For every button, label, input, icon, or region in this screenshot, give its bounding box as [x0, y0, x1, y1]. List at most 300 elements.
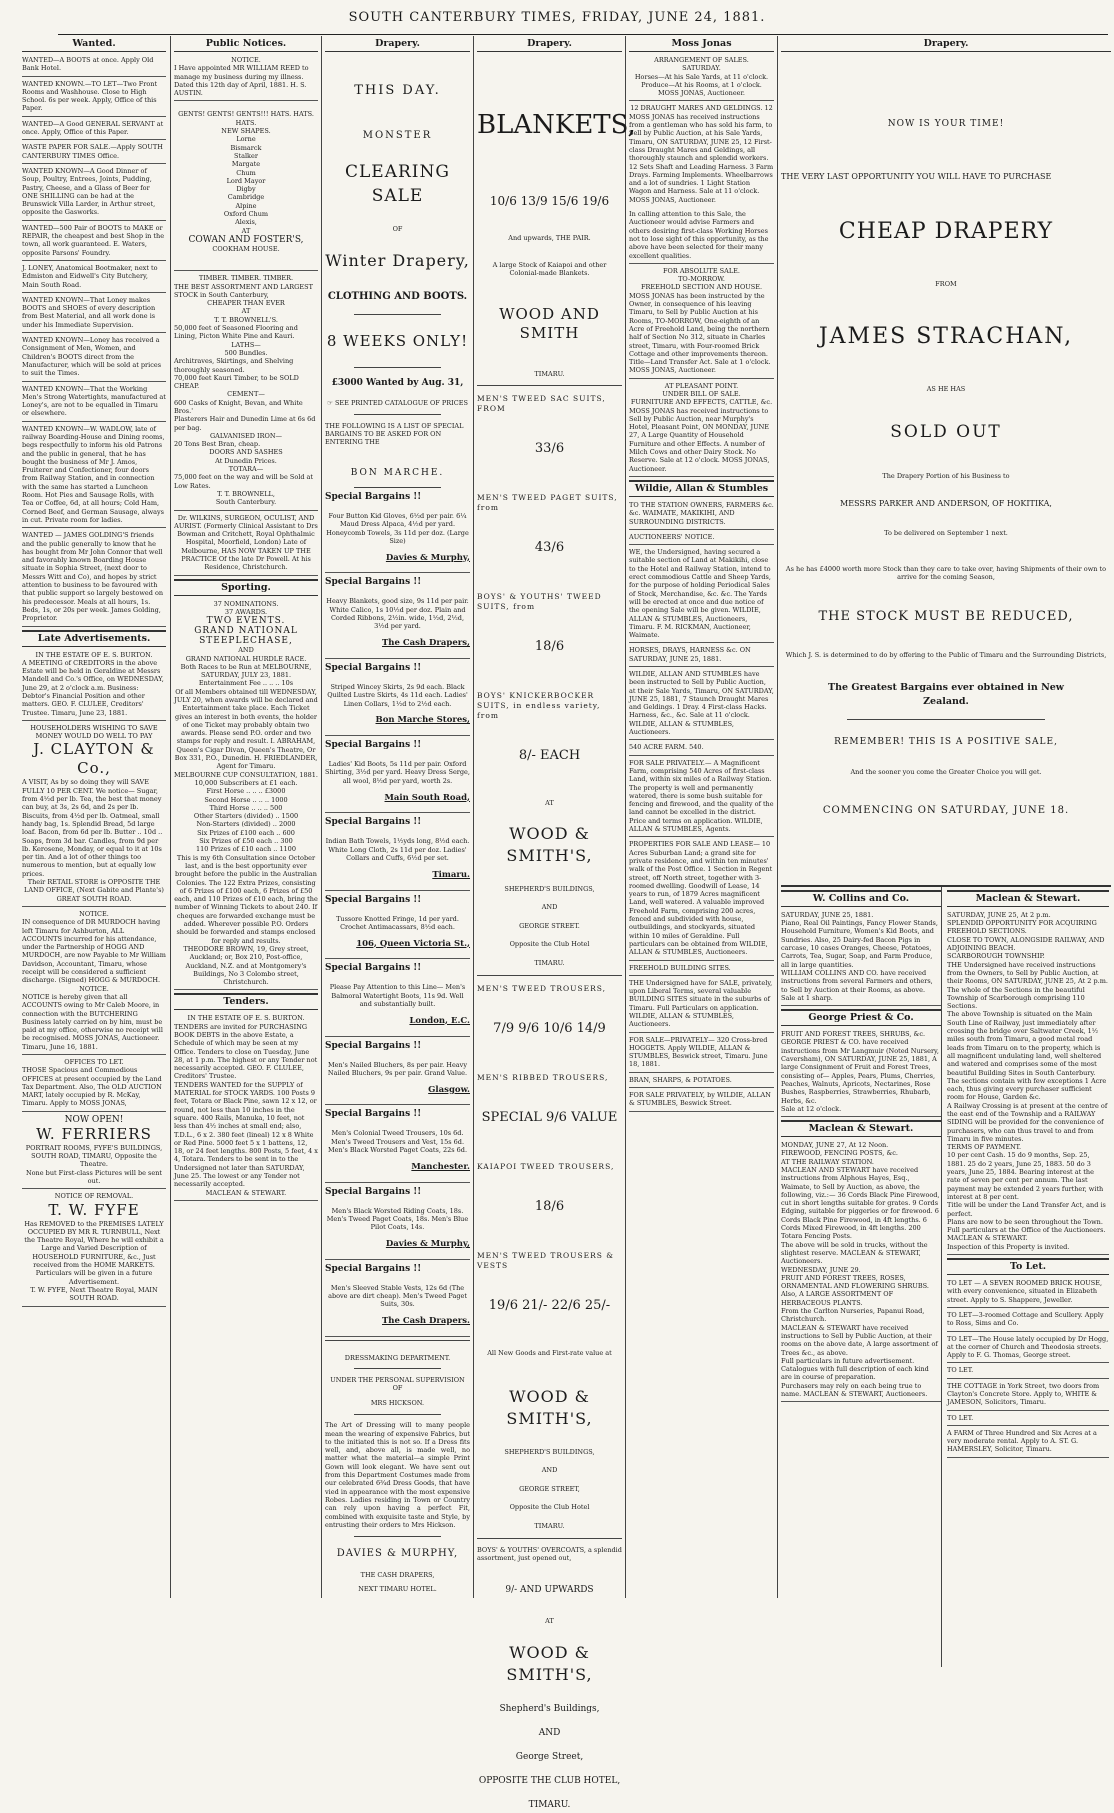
timber-line: 20 Tons Best Bran, cheap.: [174, 440, 261, 449]
kaiapoi-note: A large Stock of Kaiapoi and other Colonial-made Blankets.: [492, 260, 607, 278]
priest-line: Sale at 12 o'clock.: [781, 1104, 842, 1113]
notice-title: NOTICE.: [231, 56, 261, 64]
bargain-title: Special Bargains !!: [325, 1109, 422, 1120]
wanted-ad: WANTED—500 Pair of BOOTS to MAKE or REPAIR, the cheapest and best Shop in the town, all work guaranteed. E. Waters, opposite Parsons' Foundry.: [22, 223, 165, 257]
bargain-text: Men's Sleeved Stable Vests, 12s 6d (The above are dirt cheap). Men's Tweed Paget Suits, 30s.: [328, 1283, 467, 1309]
timaru: TIMARU.: [534, 370, 565, 379]
column-moss-jonas: [629, 38, 774, 1596]
wood-smith-name: WOOD & SMITH'S,: [506, 1386, 593, 1428]
address-line: Opposite the Club Hotel: [509, 1503, 590, 1512]
bargain-signature: Davies & Murphy,: [385, 1239, 470, 1250]
spacer: [477, 619, 622, 625]
draught-note: In calling attention to this Sale, the Auctioneer would advise Farmers and others desiring first-class Working Horses not to lose sight of this opportunity, as the above have been selected for their many excellent qualities.: [629, 210, 769, 260]
column-rule: [321, 36, 322, 1598]
collins-line: SATURDAY, JUNE 25, 1881.: [781, 910, 874, 919]
wanted-ad: WANTED KNOWN—W. WADLOW, late of railway Boarding-House and Dining rooms, begs respectfully to inform his old Patrons and the public in general, that he has bought the business of Mr J. Amos, Fruiterer and Confectioner, four doors from Railway Station, and in connection with the same has started a Luncheon Room. Hot Pies and Sausage Rolls, with Tea or Coffee, 6d, at all hours; Cold Ham, Corned Beef, and German Sausage, always in cut. Private room for ladies.: [22, 424, 165, 524]
bargain-title: Special Bargains !!: [325, 1040, 422, 1051]
wanted-ad: WANTED KNOWN—That Loney makes BOOTS and SHOES of every description from Best Material, and all work done is under his Immediate Supervision.: [22, 295, 156, 329]
ad-title: NOTICE OF REMOVAL.: [54, 1192, 134, 1201]
wildie-ad: WE, the Undersigned, having secured a suitable section of Land at Makikihi, close to the Hotel and Railway Station, intend to erect commodious Cattle and Sheep Yards, for the purpose of holding Periodical Sales of Stock, Merchandise, &c. &c. The Yards will be erected at once and due notice of the opening Sale will be given. WILDIE, ALLAN & STUMBLES, Auctioneers, Timaru. F. M. RICKMAN, Auctioneer, Waimate.: [629, 548, 771, 640]
bargain-title: Special Bargains !!: [325, 662, 422, 673]
ad-text: NOTICE is hereby given that all ACCOUNTS owing to Mr Caleb Moore, in connection with the BUTCHERING Business lately carried on by him, must be paid at my office, otherwise no receipt will be recognised. MOSS JONAS, Auctioneer. Timaru, June 16, 1881.: [22, 992, 163, 1051]
item-title: MEN'S RIBBED TROUSERS,: [477, 1072, 609, 1082]
ad-text: T. W. FYFE, Next Theatre Royal, MAIN SOUTH ROAD.: [30, 1285, 158, 1303]
column-drapery-wood-smith: [477, 38, 636, 1810]
drapery-portion: The Drapery Portion of his Business to: [882, 471, 1010, 480]
stock-reduced: THE STOCK MUST BE REDUCED,: [818, 608, 1074, 624]
maclean-line: MONDAY, JUNE 27, At 12 Noon.: [781, 1141, 889, 1150]
maclean-line: Catalogues with full description of each kind are in course of preparation.: [781, 1365, 929, 1382]
item-title: BOYS' KNICKERBOCKER SUITS, in endless variety, from: [477, 690, 601, 720]
timber-line: CEMENT—: [227, 390, 265, 399]
maclean-line: WEDNESDAY, JUNE 29.: [781, 1265, 861, 1274]
address-line: TIMARU.: [528, 1799, 571, 1810]
sporting-line: TWO EVENTS.: [206, 616, 286, 627]
hats-at: AT: [241, 226, 251, 235]
column-public-notices: [174, 38, 318, 1596]
item-price: 7/9 9/6 10/6 14/9: [493, 1021, 606, 1037]
bargain-title: Special Bargains !!: [325, 577, 422, 588]
bargain-text: Please Pay Attention to this Line— Men's Balmoral Watertight Boots, 11s 9d. Well and substantially built.: [329, 983, 466, 1008]
spacer: [477, 669, 622, 683]
section-header-tenders: Tenders.: [174, 993, 318, 1010]
maclean-line: FIREWOOD, FENCING POSTS, &c.: [781, 1149, 898, 1158]
bargain-title: Special Bargains !!: [325, 1186, 422, 1197]
hat-style: Chum: [236, 168, 256, 177]
blanket-upwards: And upwards, THE PAIR.: [508, 233, 591, 242]
sporting-line: MELBOURNE CUP CONSULTATION, 1881.: [174, 770, 318, 779]
blankets: BLANKETS,: [477, 110, 636, 140]
ad-text: A VISIT, As by so doing they will SAVE FULLY 10 PER CENT. We notice— Sugar, from 4½d per lb. Tea, the best that money can buy, at 3s, 2s 6d, and 2s per lb. Biscuits, from 4½d per lb. Oatmeal, small handy bag, 1s. Splendid Bread, 5d large loaf. Bacon, from 6d per lb. Butter .. 10d .. Soaps, from 3d bar. Candles, from 9d per lb. Kerosene, Monday, or equal to it at 10s per tin. And a lot of other things too numerous to mention, but at equally low prices.: [22, 778, 163, 878]
bargain-block: [325, 740, 470, 813]
maclean2-line: Inspection of this Property is invited.: [947, 1242, 1070, 1251]
timber-line: TOTARA—: [228, 465, 264, 474]
wanted-ad: WANTED—A BOOTS at once. Apply Old Bank Hotel.: [22, 56, 154, 73]
wanted-ad: WANTED KNOWN.—TO LET—Two Front Rooms and Washhouse. Close to High School. 6s per week. Apply, Office of this Paper.: [22, 79, 158, 113]
bargain-signature: Bon Marche Stores,: [375, 715, 470, 726]
hats-house: COOKHAM HOUSE.: [212, 244, 280, 253]
sporting-line: THEODORE BROWN, 19, Grey street, Auckland; or, Box 210, Post-office, Auckland, N.Z. and at Montgomery's Buildings, No 3 Colombo street, Christchurch.: [183, 944, 309, 987]
dressmaking-title: DRESSMAKING DEPARTMENT.: [344, 1353, 451, 1362]
section-header-moss-jonas: Moss Jonas: [629, 38, 774, 52]
footer-firm: DAVIES & MURPHY,: [336, 1547, 459, 1559]
hats-firm: COWAN AND FOSTER'S,: [188, 234, 304, 245]
maclean2-line: Plans are now to be seen throughout the Town. Full particulars at the Office of the Auctioneers. MACLEAN & STEWART.: [947, 1217, 1106, 1243]
section-header-collins: W. Collins and Co.: [781, 890, 941, 907]
sporting-line: GRAND NATIONAL HURDLE RACE.: [185, 654, 307, 663]
wanted-ad: WANTED KNOWN—A Good Dinner of Soup, Poultry, Entrees, Joints, Pudding, Pastry, Cheese, and a Glass of Beer for ONE SHILLING can be had at the Brunswick Villa Larder, in Arthur street, opposite the Gasworks.: [22, 166, 156, 217]
address-line: TIMARU.: [534, 958, 565, 967]
address-line: SHEPHERD'S BUILDINGS,: [504, 1447, 595, 1456]
section-header-maclean-2: Maclean & Stewart.: [947, 890, 1109, 907]
section-header-late-advertisements: Late Advertisements.: [22, 630, 166, 647]
as-he-has: AS HE HAS: [926, 385, 966, 394]
wildie-ad: WILDIE, ALLAN AND STUMBLES have been instructed to Sell by Public Auction, at their Sale Yards, Timaru, ON SATURDAY, JUNE 25, 1881, 7 Staunch Draught Mares and Geldings. 1 Dray. 4 First-class Hacks. Harness, &c., &c. Sale at 11 o'clock. WILDIE, ALLAN & STUMBLES, Auctioneers.: [629, 670, 774, 737]
bargain-block: [325, 577, 470, 658]
item-price: 19/6 21/- 22/6 25/-: [488, 1298, 611, 1314]
section-header-maclean: Maclean & Stewart.: [781, 1120, 941, 1137]
masthead: SOUTH CANTERBURY TIMES, FRIDAY, JUNE 24, 1881.: [348, 10, 766, 25]
winter-drapery: Winter Drapery,: [325, 251, 470, 271]
item-title: KAIAPOI TWEED TROUSERS,: [477, 1161, 615, 1171]
column-wanted: [22, 38, 166, 1596]
hat-style: Lord Mayor: [226, 176, 266, 185]
pleasant-line: FURNITURE AND EFFECTS, CATTLE, &c.: [630, 398, 773, 407]
spacer: [477, 1051, 622, 1065]
ad-text: None but First-class Pictures will be sent out.: [25, 1168, 163, 1185]
bargain-text: Heavy Blankets, good size, 9s 11d per pair. White Calico, 1s 10½d per doz. Plain and Corded Ribbons, 2½in. wide, 1½d, 2½d, 3½d per yard.: [326, 597, 469, 631]
timber-line: 500 Bundles.: [224, 348, 268, 357]
clearing-sale: CLEARING SALE: [345, 162, 450, 206]
dressmaking-name: MRS HICKSON.: [370, 1398, 425, 1407]
freehold-line: FOR ABSOLUTE SALE.: [663, 266, 740, 275]
creditors-meeting: A MEETING of CREDITORS in the above Estate will be held in Geraldine at Messrs Mandell and Co.'s Office, on WEDNESDAY, June 29, at 2 o'clock a.m. Business: Debtor's Financial Position and other matters. GEO. F. CLULEE, Creditors' Trustee. Timaru, June 23, 1881.: [22, 658, 164, 717]
delivered: To be delivered on September 1 next.: [884, 529, 1008, 538]
bargain-block: [325, 492, 470, 573]
spacer: [477, 570, 622, 584]
timber-line: 70,000 feet Kauri Timber, to be SOLD CHEAP.: [174, 373, 299, 391]
item-price: 33/6: [534, 441, 565, 457]
address-line: AND: [541, 1466, 558, 1475]
bargain-text: Men's Black Worsted Riding Coats, 18s. Men's Tweed Paget Coats, 18s. Men's Blue Pilot Coats, 14s.: [326, 1206, 469, 1232]
to-let-ad: TO LET—3-roomed Cottage and Scullery. Apply to Ross, Sims and Co.: [947, 1310, 1104, 1328]
maclean2-line: Title will be under the Land Transfer Act, and is perfect.: [947, 1201, 1106, 1218]
item-title: MEN'S TWEED PAGET SUITS, from: [477, 492, 618, 512]
arrangement-line: SATURDAY.: [682, 64, 721, 73]
spacer: [477, 1328, 622, 1342]
collins-line: WILLIAM COLLINS AND CO. have received instructions from several Farmers and others, to Sell by Auction at their Rooms, as above.: [781, 968, 933, 994]
dressmaking-text: The Art of Dressing will to many people mean the wearing of expensive Fabrics, but to the initiated this is not so. If a Dress fits well, and, above all, is made well, no matter what the material—a simple Print Gown will look elegant. We have sent out from this Department Costumes made from our celebrated 6¾d Dress Goods, that have vied in appearance with the most expensive Robes. Ladies residing in Town or Country can rely upon having a perfect Fit, combined with exquisite taste and Style, by entrusting their orders to Mrs Hickson.: [325, 1421, 470, 1529]
ad-text: Particulars will be given in a future Advertisement.: [35, 1269, 153, 1286]
catalogue: ☞ SEE PRINTED CATALOGUE OF PRICES: [327, 399, 468, 408]
timber-line: At Dunedin Prices.: [215, 456, 277, 465]
wildie-ad: TO THE STATION OWNERS, FARMERS &c. &c. WAIMATE, MAKIKIHI, AND SURROUNDING DISTRICTS.: [629, 500, 774, 526]
item-price: 18/6: [534, 1199, 565, 1215]
maclean-line: AT THE RAILWAY STATION.: [781, 1157, 874, 1166]
ad-display: J. CLAYTON & Co.,: [33, 740, 155, 778]
bargain-block: [325, 1109, 470, 1182]
maclean-line: MACLEAN & STEWART have received instructions to Sell by Public Auction, at their rooms on the above date, A large assortment of Trees &c., as above.: [781, 1323, 938, 1357]
pleasant-line: UNDER BILL OF SALE.: [662, 389, 741, 398]
blanket-prices: 10/6 13/9 15/6 19/6: [489, 194, 610, 208]
to-let-ad: A FARM of Three Hundred and Six Acres at a very moderate rental. Apply to A. ST. G. HAMERSLEY, Solicitor, Timaru.: [947, 1428, 1097, 1454]
address-line: Opposite the Club Hotel: [509, 940, 590, 949]
bargain-text: Ladies' Kid Boots, 5s 11d per pair. Oxford Shirting, 3½d per yard. Heavy Dress Serge, all wool, 8½d per yard, worth 2s.: [325, 760, 470, 785]
maclean-line: Full particulars in future advertisement.: [781, 1356, 915, 1365]
section-header-to-let: To Let.: [947, 1258, 1109, 1275]
item-price: 18/6: [534, 639, 565, 655]
to-let-ad: TO LET.: [947, 1413, 974, 1422]
to-let-ad: TO LET—The House lately occupied by Dr Hogg, at the corner of Church and Theodosia streets. Apply to F. G. Thomas, George street.: [947, 1334, 1109, 1360]
timber-line: 75,000 feet on the way and will be Sold at Low Rates.: [174, 473, 314, 490]
wanted-ad: WANTED KNOWN—Loney has received a Consignment of Men, Women, and Children's BOOTS direct from the Manufacturer, which will be sold at prices to suit the Times.: [22, 336, 162, 378]
draught-text: MOSS JONAS has received instructions from a gentleman who has sold his farm, to Sell by Public Auction, at his Sale Yards, Timaru, ON SATURDAY, JUNE 25, 12 First-class Draught Mares and Geldings, all thoroughly staunch and splendid workers. 12 Sets Shaft and Leading Harness. 3 Farm Drays. Farming Implements. Wheelbarrows and a lot of sundries. 1 Light Station Wagon and Harness. Sale at 11 o'clock. MOSS JONAS, Auctioneer.: [629, 112, 774, 204]
at: AT: [545, 1617, 554, 1626]
timber-line: 600 Casks of Knight, Bevan, and White Bros.': [174, 398, 303, 415]
column-rule: [777, 36, 778, 1598]
ad-display: W. FERRIERS: [36, 1124, 152, 1143]
remember: REMEMBER! THIS IS A POSITIVE SALE,: [834, 736, 1058, 747]
arrangement-line: Produce—At his Rooms, at 1 o'clock.: [641, 80, 762, 89]
bargain-block: [325, 895, 470, 960]
arrangement-line: Horses—At his Sale Yards, at 11 o'clock.: [634, 72, 769, 81]
hat-style: Alexis,: [235, 218, 257, 227]
bargain-block: [325, 1187, 470, 1260]
maclean2-line: The above Township is situated on the Main South Line of Railway, just immediately after crossing the bridge over Saltwater Creek, 1½ miles south from Timaru, a good metal road leads from Timaru on to the property, which is all magnificent undulating land, well sheltered and watered and comprises some of the most beautiful Building Sites in South Canterbury. The sections contain with few exceptions 1 Acre each, thus giving every purchaser sufficient room for House, Garden &c.: [947, 1010, 1107, 1102]
spacer: [477, 778, 622, 792]
bargains-intro: THE FOLLOWING IS A LIST OF SPECIAL BARGAINS TO BE ASKED FOR ON ENTERING THE: [325, 421, 464, 447]
bargain-block: [325, 1264, 470, 1337]
sporting-line: Six Prizes of £50 each .. 300: [199, 837, 293, 846]
james-strachan: JAMES STRACHAN,: [818, 323, 1074, 349]
bargain-text: Men's Nailed Bluchers, 8s per pair. Heavy Nailed Bluchers, 9s per pair. Grand Value.: [327, 1060, 468, 1077]
tender-signature: MACLEAN & STEWART.: [205, 1188, 287, 1197]
sporting-line: 10,000 Subscribers at £1 each.: [194, 778, 298, 787]
commencing: COMMENCING ON SATURDAY, JUNE 18.: [822, 804, 1070, 816]
masthead-rule: [58, 34, 1108, 35]
sporting-line: GRAND NATIONAL STEEPLECHASE,: [194, 626, 298, 647]
arrangement-line: ARRANGEMENT OF SALES.: [654, 56, 749, 64]
address-line: AND: [541, 903, 558, 912]
arrangement-line: MOSS JONAS, Auctioneer.: [658, 89, 745, 98]
freehold-line: TO-MORROW.: [678, 275, 725, 284]
determined: Which J. S. is determined to do by offering to the Public of Timaru and the Surrounding Districts,: [785, 651, 1107, 660]
pleasant-text: MOSS JONAS has received instructions to Sell by Public Auction, near Murphy's Hotel, Pleasant Point, ON MONDAY, JUNE 27, A Large Quantity of Household Furniture and other Effects. A number of Milch Cows and other Dairy Stock. No Reserve. Sale at 12 o'clock. MOSS JONAS, Auctioneer.: [629, 406, 770, 473]
bargain-title: Special Bargains !!: [325, 963, 422, 974]
from: FROM: [935, 280, 957, 289]
wanted-by-aug: £3000 Wanted by Aug. 31,: [331, 378, 464, 389]
address-line: GEORGE STREET,: [519, 1484, 580, 1493]
notice-text: I Have appointed MR WILLIAM REED to manage my business during my illness. Dated this 12th day of April, 1881. H. S. AUSTIN.: [174, 64, 309, 98]
hat-style: Lorne: [236, 135, 256, 144]
maclean2-line: A Railway Crossing is at present at the centre of the east end of the Township and a RAILWAY SIDING will be provided for the convenience of purchasers, who can thus travel to and from Timaru in five minutes.: [947, 1101, 1108, 1143]
collins-line: Piano, Real Oil Paintings, Fancy Flower Stands, Household Furniture, Women's Kid Boots, and Sundries. Also, 25 Dairy-fed Bacon Pigs in carcase, 10 cases Oranges, Cheese, Potatoes, Carrots, Tea, Sugar, Soap, and Farm Produce, all in large quantities.: [781, 919, 938, 969]
section-header-drapery: Drapery.: [477, 38, 622, 52]
this-day: THIS DAY.: [354, 83, 441, 98]
overcoats-price: 9/- AND UPWARDS: [505, 1584, 594, 1595]
wildie-ad: BRAN, SHARPS, & POTATOES.: [629, 1075, 732, 1084]
to-let-ad: TO LET — A SEVEN ROOMED BRICK HOUSE, with every convenience, situated in Elizabeth street. Apply to S. Shappere, Jeweller.: [947, 1279, 1103, 1304]
bargain-title: Special Bargains !!: [325, 1263, 422, 1274]
maclean-line: MACLEAN AND STEWART have received instructions from Alphous Hayes, Esq., Waimate, to Sell by Auction, as above, the following, viz.:— 36 Cords Black Pine Firewood, cut in short lengths suitable for grates. 9 Cords Edging, suitable for piggeries or for firewood. 6 Cords Black Pine Firewood, in 4ft lengths. 6 Cords Mixed Firewood, in 4ft lengths. 200 Totara Fencing Posts.: [781, 1165, 940, 1241]
wildie-ad: FREEHOLD BUILDING SITES.: [629, 963, 731, 972]
wildie-ad: HORSES, DRAYS, HARNESS &c. ON SATURDAY, JUNE 25, 1881.: [629, 646, 751, 663]
monster: MONSTER: [362, 130, 433, 141]
wildie-ad: FOR SALE PRIVATELY.— A Magnificent Farm, comprising 540 Acres of first-class Land, within six miles of a Railway Station. The property is well and permanently watered, there is some bush suitable for fencing and firewood, and the quality of the land cannot be excelled in the district. Price and terms on application. WILDIE, ALLAN & STUMBLES, Agents.: [629, 758, 774, 834]
bargain-block: [325, 963, 470, 1036]
wildie-ad: FOR SALE PRIVATELY, by WILDIE, ALLAN & STUMBLES, Beswick Street.: [629, 1091, 771, 1108]
item-title: MEN'S TWEED TROUSERS,: [477, 983, 606, 993]
sporting-line: 37 AWARDS.: [224, 607, 268, 616]
ad-display: T. W. FYFE: [48, 1200, 140, 1219]
wood-smith-name: WOOD & SMITH'S,: [506, 823, 593, 865]
sporting-line: First Horse .. .. .. £3000: [206, 787, 286, 796]
at: AT: [545, 798, 554, 807]
ad-title: NOTICE.: [79, 909, 109, 918]
greater-choice: And the sooner you come the Greater Choice you will get.: [850, 767, 1042, 776]
greatest-bargains: The Greatest Bargains ever obtained in New Zealand.: [828, 682, 1064, 708]
ad-title: NOW OPEN!: [64, 1114, 124, 1125]
spacer: [477, 728, 622, 734]
stock-worth: As he has £4000 worth more Stock than they care to take over, having Shipments of their own to arrive for the coming Season,: [785, 564, 1107, 581]
maclean-line: Purchasers may rely on each being true to name. MACLEAN & STEWART, Auctioneers.: [781, 1381, 928, 1398]
wildie-ad: PROPERTIES FOR SALE AND LEASE— 10 Acres Suburban Land; a grand site for private residence, and within ten minutes' walk of the Post Office. 1 Section in Regent street, off North street, together with 3-roomed dwelling. Goodwill of Lease, 14 years to run, of 1879 Acres magnificent Land, well watered. A valuable improved Freehold Farm, comprising 200 acres, fenced and subdivided with house, outbuildings, and stockyards, situated within 10 miles of Geraldine. Full particulars can be obtained from WILDIE, ALLAN & STUMBLES, Auctioneers.: [629, 840, 773, 957]
footer-tag: THE CASH DRAPERS,: [360, 1570, 435, 1579]
maclean-line: From the Carlton Nurseries, Papanui Road, Christchurch.: [781, 1307, 925, 1324]
maclean2-line: TERMS OF PAYMENT.: [947, 1143, 1022, 1152]
section-header-priest: George Priest & Co.: [781, 1009, 941, 1026]
wood-smith-name: WOOD & SMITH'S,: [506, 1642, 593, 1684]
wildie-ad: 540 ACRE FARM. 540.: [629, 743, 704, 752]
wanted-ad: WANTED—A Good GENERAL SERVANT at once. Apply, Office of this Paper.: [22, 119, 164, 137]
bargain-block: [325, 1041, 470, 1106]
footer-address: NEXT TIMARU HOTEL.: [358, 1585, 437, 1594]
sporting-line: Non-Starters (divided) .. 2000: [196, 820, 296, 829]
bargain-block: [325, 817, 470, 890]
sporting-line: Third Horse .. .. .. 500: [209, 803, 283, 812]
bargain-text: Tussore Knotted Fringe, 1d per yard. Crochet Antimacassars, 8½d each.: [336, 914, 459, 931]
maclean2-line: SCARBOROUGH TOWNSHIP.: [947, 952, 1045, 961]
timber-line: Plasterers Hair and Dunedin Lime at 6s 6d per bag.: [174, 415, 316, 432]
sporting-line: This is my 6th Consultation since October last, and is the best opportunity ever brought before the public in the Australian Colonies. The 122 Extra Prizes, consisting of 6 Prizes of £100 each, 6 Prizes of £50 each, and 110 Prizes of £10 each, bring the number of Winning Tickets to about 240. If cheques are forwarded exchange must be added. Wherever possible P.O. Orders should be forwarded and stamps enclosed for reply and results.: [174, 853, 318, 945]
ad-text: IN consequence of DR MURDOCH having left Timaru for Ashburton, ALL ACCOUNTS incurred for his attendance, under the Partnership of HOGG AND MURDOCH, are now Payable to Mr William Davidson, Accountant, Timaru, whose receipt will be considered a sufficient discharge. (Signed) HOGG & MURDOCH.: [22, 918, 166, 985]
address-line: GEORGE STREET.: [519, 921, 580, 930]
timber-line: DOORS AND SASHES: [209, 448, 283, 457]
hat-style: Alpine: [235, 201, 257, 210]
bargain-text: Four Button Kid Gloves, 6½d per pair. 6¼ Maud Dress Alpaca, 4½d per yard. Honeycomb Towels, 3s 11d per doz. (Large Size): [326, 511, 469, 545]
sporting-line: Second Horse .. .. .. 1000: [204, 795, 288, 804]
wilkins-ad: Dr. WILKINS, SURGEON, OCULIST, AND AURIST. (Formerly Clinical Assistant to Drs Bowman and Critchett, Royal Ophthalmic Hospital, Moorfield, London) Late of Melbourne, HAS NOW TAKEN UP THE PRACTICE Of the late Dr Powell. At his Residence, Christchurch.: [174, 513, 318, 572]
bargain-signature: Main South Road,: [384, 792, 470, 803]
sporting-line: Entertainment Fee .. .. .. 10s: [198, 679, 294, 688]
estate-heading: IN THE ESTATE OF E. S. BURTON.: [35, 650, 153, 659]
section-header-public-notices: Public Notices.: [174, 38, 318, 52]
sporting-line: Both Races to be Run at MELBOURNE, SATURDAY, JULY 23, 1881.: [180, 662, 312, 680]
address-line: SHEPHERD'S BUILDINGS,: [504, 884, 595, 893]
hat-style: Cambridge: [227, 193, 265, 202]
weeks-only: 8 WEEKS ONLY!: [326, 332, 469, 351]
section-header-wildie: Wildie, Allan & Stumbles: [629, 480, 774, 497]
wood-smith-name: WOOD AND SMITH: [499, 304, 600, 342]
wanted-ad: WASTE PAPER FOR SALE.—Apply SOUTH CANTERBURY TIMES Office.: [22, 143, 163, 160]
spacer: [477, 1229, 622, 1243]
address-line: George Street,: [515, 1751, 584, 1762]
column-rule: [625, 36, 626, 1598]
tender-text: TENDERS WANTED for the SUPPLY of MATERIAL for STOCK YARDS. 100 Posts 9 feet, Totara or Black Pine, sawn 12 x 12, or round, not less than 10 inches in the square. 400 Rails, Manuka, 10 feet, not less than 4½ inches at small end; also, T.D.L., 6 x 2. 380 feet (lineal) 12 x 8 White or Red Pine. 5000 feet 5 x 1 battens, 12, 18, or 24 feet lengths. 800 Posts, 5 feet, 4 x 4, Totara. Tenders to be sent in to the Undersigned not later than SATURDAY, June 25. The lowest or any Tender not necessarily accepted.: [174, 1080, 318, 1189]
address-line: AND: [538, 1727, 561, 1738]
overcoats: BOYS' & YOUTHS' OVERCOATS, a splendid assortment, just opened out,: [477, 1545, 622, 1563]
address-line: Shepherd's Buildings,: [499, 1703, 600, 1714]
wildie-ad: THE Undersigned have for SALE, privately, upon Liberal Terms, several valuable BUILDING SITES situate in the suburbs of Timaru. Full Particulars on application. WILDIE, ALLAN & STUMBLES, Auctioneers.: [629, 978, 773, 1029]
ad-title: OFFICES TO LET.: [64, 1057, 124, 1066]
maclean-line: Also, A LARGE ASSORTMENT OF HERBACEOUS PLANTS.: [781, 1290, 894, 1307]
maclean2-line: SPLENDID OPPORTUNITY FOR ACQUIRING FREEHOLD SECTIONS.: [947, 919, 1097, 936]
bargain-signature: London, E.C.: [409, 1015, 470, 1026]
bargain-signature: Timaru.: [432, 869, 470, 880]
subcolumn-rule: [941, 887, 942, 1667]
timber-line: Architraves, Skirtings, and Shelving thoroughly seasoned.: [174, 357, 294, 374]
sporting-line: Six Prizes of £100 each .. 600: [197, 828, 295, 837]
ad-text: Their RETAIL STORE is OPPOSITE THE LAND OFFICE, (Next Gabite and Plante's) GREAT SOUTH ROAD.: [24, 878, 164, 903]
timber-line: South Canterbury.: [215, 498, 277, 507]
sold-out: SOLD OUT: [890, 422, 1002, 443]
sporting-line: Of all Members obtained till WEDNESDAY, JULY 20, when awards will be declared and Entertainment take place. Each Ticket gives an interest in both events, the holder of one Ticket may probably obtain two awards. Please send P.O. order and two stamps for reply and result. I. ABRAHAM, Queen's Cigar Divan, Queen's Theatre, Or Box 331, P.O., Dunedin. H. FRIEDLANDER, Agent for Timaru.: [174, 687, 318, 771]
draught-title: 12 DRAUGHT MARES AND GELDINGS. 12: [630, 104, 773, 113]
all-new: All New Goods and First-rate value at: [487, 1348, 612, 1357]
bargain-signature: Manchester.: [411, 1161, 470, 1172]
spacer: [477, 1001, 622, 1007]
pointing-hand-icon: ☞: [327, 399, 335, 408]
bon-marche: BON MARCHE.: [350, 467, 445, 478]
item-price: 43/6: [534, 540, 565, 556]
column-drapery-davies: [325, 38, 470, 1596]
ad-text: THOSE Spacious and Commodious OFFICES at present occupied by the Land Tax Department. Also, The OLD AUCTION MART, lately occupied by R. McKay, Timaru. Apply to MOSS JONAS,: [22, 1066, 162, 1108]
subcolumn-auctions: [781, 887, 941, 1404]
ad-title: NOTICE.: [79, 984, 109, 993]
section-header-drapery: Drapery.: [781, 38, 1111, 52]
address-line: TIMARU.: [534, 1521, 565, 1530]
last-opportunity: THE VERY LAST OPPORTUNITY YOU WILL HAVE TO PURCHASE: [781, 172, 1052, 182]
of: OF: [392, 225, 403, 233]
to-let-ad: TO LET.: [947, 1366, 974, 1375]
timber-line: 50,000 feet of Seasoned Flooring and Lining, Picton White Pine and Kauri.: [174, 324, 298, 341]
priest-line: FRUIT AND FOREST TREES, SHRUBS, &c.: [781, 1030, 926, 1039]
wanted-ad: WANTED — JAMES GOLDING'S friends and the public generally to know that he has bought from Mr John Connor that well and favorably known Boarding House situate in Sophia Street, (next door to Messrs Witt and Co), and hopes by strict attention to business to be favoured with that public support so largely bestowed on his predecessor. Meals at all hours, 1s. Beds, 1s, or 20s per week. James Golding, Proprietor.: [22, 531, 164, 623]
maclean2-line: CLOSE TO TOWN, ALONGSIDE RAILWAY, AND ADJOINING BEACH.: [947, 935, 1105, 953]
bargain-title: Special Bargains !!: [325, 894, 422, 905]
item-price: 8/- EACH: [518, 748, 581, 764]
sporting-line: Other Starters (divided) .. 1500: [193, 812, 299, 821]
ad-text: HOUSEHOLDERS WISHING TO SAVE MONEY WOULD DO WELL TO PAY: [30, 723, 158, 741]
tender-heading: IN THE ESTATE OF E. S. BURTON.: [187, 1014, 305, 1023]
ad-text: PORTRAIT ROOMS, FYFE'S BUILDINGS, SOUTH ROAD, TIMARU, Opposite the Theatre.: [25, 1143, 163, 1169]
hat-style: Bismarck: [230, 143, 262, 152]
collins-line: Sale at 1 sharp.: [781, 993, 833, 1002]
timber-line: THE BEST ASSORTMENT AND LARGEST STOCK in South Canterbury,: [174, 282, 313, 299]
item-title: BOYS' & YOUTHS' TWEED SUITS, from: [477, 591, 602, 611]
bargain-signature: The Cash Drapers.: [381, 1316, 470, 1327]
spacer: [477, 1090, 622, 1096]
freehold-text: MOSS JONAS has been instructed by the Owner, in consequence of his leaving Timaru, to Sell by Public Auction at his Rooms, TO-MORROW, One-eighth of an Acre of Freehold Land, being the northern half of Section No 312, situate in Charles street, Timaru, with Four-roomed Brick Cottage and other improvements thereon. Title—Land Transfer Act. Sale at 1 o'clock. MOSS JONAS, Auctioneer.: [629, 291, 771, 375]
hat-style: Digby: [236, 185, 256, 194]
item-title: MEN'S TWEED TROUSERS & VESTS: [477, 1250, 614, 1270]
wanted-ad: J. LONEY, Anatomical Bootmaker, next to Edmiston and Eidwell's City Butchery, Main South Road.: [22, 263, 158, 289]
subcolumn-scarborough: [947, 887, 1109, 1460]
sporting-line: 37 NOMINATIONS.: [213, 599, 279, 608]
hats-subtitle: NEW SHAPES.: [221, 127, 271, 136]
pleasant-line: AT PLEASANT POINT.: [664, 381, 739, 390]
sporting-line: AND: [238, 646, 254, 655]
item-price: SPECIAL 9/6 VALUE: [481, 1110, 618, 1126]
wanted-ad: WANTED KNOWN—That the Working Men's Strong Watertights, manufactured at Loney's, are not to be equalled in Timaru or elsewhere.: [22, 384, 166, 418]
freehold-line: FREEHOLD SECTION AND HOUSE.: [640, 283, 763, 292]
hat-style: Margate: [231, 160, 261, 169]
cheap-drapery: CHEAP DRAPERY: [838, 218, 1054, 244]
priest-line: GEORGE PRIEST & CO. have received instructions from Mr Langmuir (Noted Nursery, Caversham), ON SATURDAY, JUNE 25, 1881, A large Consignment of Fruit and Forest Trees, consisting of— Apples, Pears, Plums, Cherries, Peaches, Walnuts, Apricots, Nectarines, Rose Bushes, Raspberries, Strawberries, Rhubarb, Herbs, &c.: [781, 1038, 939, 1105]
bargain-signature: 106, Queen Victoria St.,: [356, 938, 470, 949]
maclean-line: FRUIT AND FOREST TREES, ROSES, ORNAMENTAL AND FLOWERING SHRUBS.: [781, 1273, 929, 1291]
spacer: [477, 1179, 622, 1185]
now-your-time: NOW IS YOUR TIME!: [887, 119, 1005, 129]
bargain-title: Special Bargains !!: [325, 491, 422, 502]
maclean-line: The above will be sold in trucks, without the slightest reserve. MACLEAN & STEWART, Auctioneers.: [781, 1240, 928, 1266]
hats-title: GENTS! GENTS! GENTS!!! HATS. HATS. HATS.: [178, 110, 314, 127]
hat-style: Stalker: [234, 151, 258, 160]
column-drapery-strachan: [781, 38, 1111, 1596]
timber-line: T. T. BROWNELL'S.: [214, 315, 278, 324]
address-line: OPPOSITE THE CLUB HOTEL,: [478, 1775, 621, 1786]
timber-line: GALVANISED IRON—: [209, 431, 283, 440]
